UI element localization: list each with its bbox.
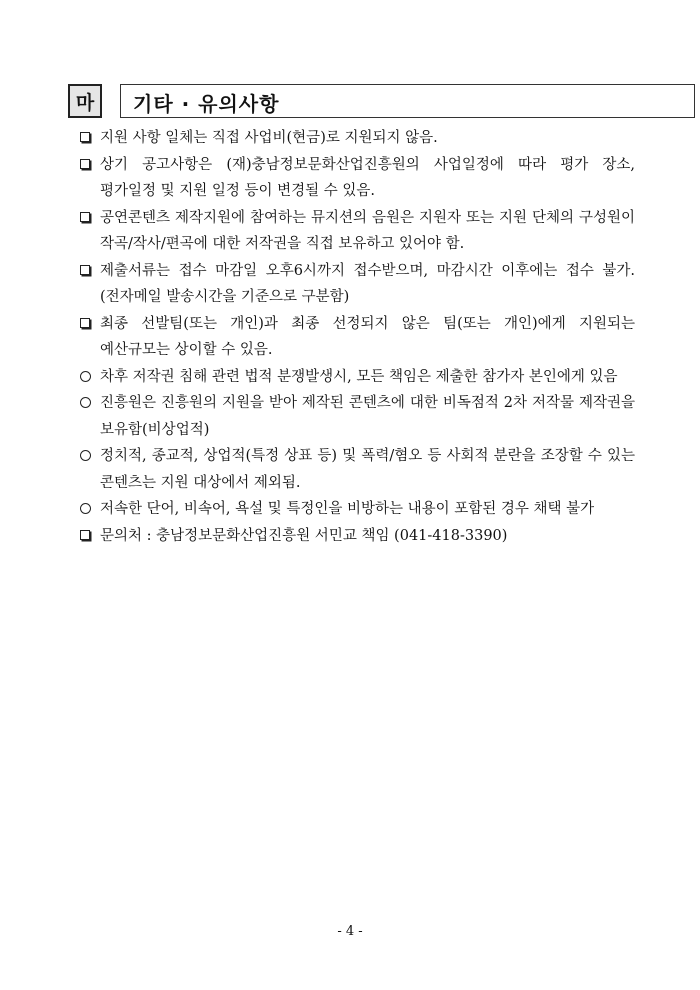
list-item-text: 공연콘텐츠 제작지원에 참여하는 뮤지션의 음원은 지원자 또는 지원 단체의 구성원이 작곡/작사/편곡에 대한 저작권을 직접 보유하고 있어야 함.: [100, 209, 635, 252]
list-item: [75, 205, 635, 258]
section-number-badge: 마: [68, 84, 102, 118]
list-item: [75, 258, 635, 311]
list-item: [75, 125, 635, 152]
list-item-text: 최종 선발팀(또는 개인)과 최종 선정되지 않은 팀(또는 개인)에게 지원되는 예산규모는 상이할 수 있음.: [100, 315, 635, 358]
circle-bullet-icon: [75, 390, 95, 418]
list-item: [75, 390, 635, 443]
list-item-text: 진흥원은 진흥원의 지원을 받아 제작된 콘텐츠에 대한 비독점적 2차 저작물 제작권을 보유함(비상업적): [100, 395, 635, 438]
list-item-text: 상기 공고사항은 (재)충남정보문화산업진흥원의 사업일정에 따라 평가 장소, 평가일정 및 지원 일정 등이 변경될 수 있음.: [100, 156, 635, 199]
list-item: [75, 311, 635, 364]
square-bullet-icon: [75, 205, 95, 232]
circle-bullet-icon: [75, 364, 95, 392]
list-item-text: 문의처 : 충남정보문화산업진흥원 서민교 책임 (041-418-3390): [100, 527, 508, 544]
list-item-text: 정치적, 종교적, 상업적(특정 상표 등) 및 폭력/혐오 등 사회적 분란을 조장할 수 있는 콘텐츠는 지원 대상에서 제외됨.: [100, 448, 635, 491]
square-bullet-icon: [75, 258, 95, 285]
list-item: [75, 443, 635, 496]
square-bullet-icon: [75, 523, 95, 550]
list-item: [75, 523, 635, 550]
square-bullet-icon: [75, 152, 95, 179]
square-bullet-icon: [75, 311, 95, 338]
list-item-text: 제출서류는 접수 마감일 오후6시까지 접수받으며, 마감시간 이후에는 접수 불가.(전자메일 발송시간을 기준으로 구분함): [100, 262, 635, 305]
notice-list: [75, 125, 635, 549]
list-item: [75, 152, 635, 205]
section-title: 기타 · 유의사항: [133, 92, 280, 116]
circle-bullet-icon: [75, 443, 95, 471]
page-number: - 4 -: [337, 924, 363, 939]
list-item: [75, 496, 635, 523]
section-title-box: [120, 84, 695, 118]
circle-bullet-icon: [75, 496, 95, 524]
list-item-text: 저속한 단어, 비속어, 욕설 및 특정인을 비방하는 내용이 포함된 경우 채택 불가: [100, 501, 595, 517]
list-item-text: 차후 저작권 침해 관련 법적 분쟁발생시, 모든 책임은 제출한 참가자 본인에게 있음: [100, 368, 618, 385]
list-item-text: 지원 사항 일체는 직접 사업비(현금)로 지원되지 않음.: [100, 130, 438, 146]
list-item: [75, 364, 635, 391]
square-bullet-icon: [75, 125, 95, 152]
